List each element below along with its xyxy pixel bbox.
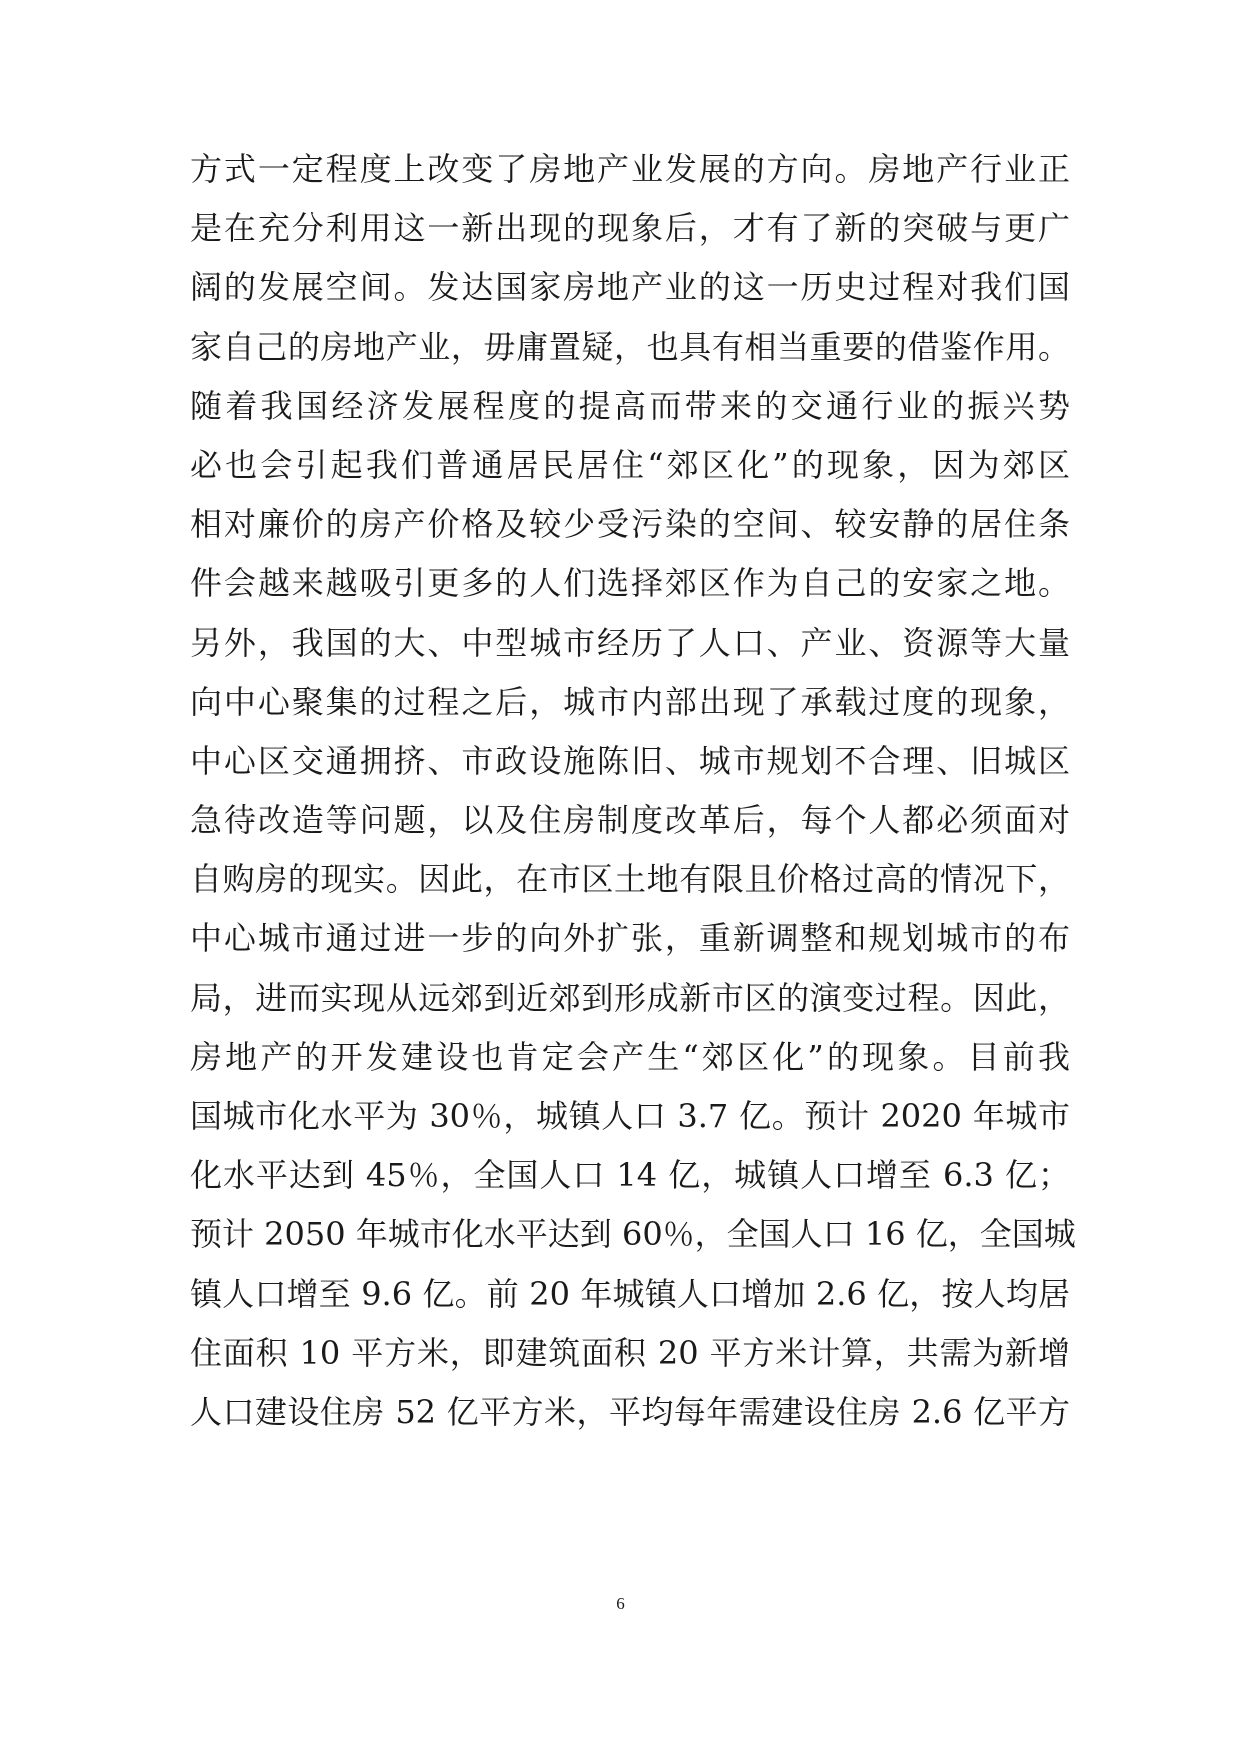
text-line: 中心区交通拥挤、市政设施陈旧、城市规划不合理、旧城区 (190, 741, 1070, 780)
text-line: 自购房的现实。因此，在市区土地有限且价格过高的情况下， (190, 860, 1070, 899)
text-line: 人口建设住房 52 亿平方米，平均每年需建设住房 2.6 亿平方 (190, 1392, 1070, 1431)
text-line: 急待改造等问题，以及住房制度改革后，每个人都必须面对 (190, 801, 1070, 840)
text-line: 件会越来越吸引更多的人们选择郊区作为自己的安家之地。 (190, 564, 1070, 603)
text-line: 另外，我国的大、中型城市经历了人口、产业、资源等大量 (190, 623, 1070, 662)
text-line: 局，进而实现从远郊到近郊到形成新市区的演变过程。因此， (190, 978, 1070, 1017)
body-text (190, 140, 1076, 1442)
page-number: 6 (616, 1594, 625, 1613)
text-line: 向中心聚集的过程之后，城市内部出现了承载过度的现象， (190, 682, 1070, 721)
text-line: 家自己的房地产业，毋庸置疑，也具有相当重要的借鉴作用。 (190, 327, 1070, 366)
text-line: 必也会引起我们普通居民居住“郊区化”的现象，因为郊区 (190, 445, 1070, 484)
text-line: 国城市化水平为 30％，城镇人口 3.7 亿。预计 2020 年城市 (190, 1097, 1070, 1135)
text-line: 化水平达到 45％，全国人口 14 亿，城镇人口增至 6.3 亿； (190, 1156, 1070, 1195)
text-line: 随着我国经济发展程度的提高而带来的交通行业的振兴势 (190, 386, 1070, 425)
text-line: 房地产的开发建设也肯定会产生“郊区化”的现象。目前我 (190, 1037, 1070, 1076)
text-line: 中心城市通过进一步的向外扩张，重新调整和规划城市的布 (190, 919, 1070, 958)
text-line: 是在充分利用这一新出现的现象后，才有了新的突破与更广 (190, 209, 1070, 248)
text-line: 预计 2050 年城市化水平达到 60％，全国人口 16 亿，全国城 (190, 1215, 1076, 1254)
text-line: 相对廉价的房产价格及较少受污染的空间、较安静的居住条 (190, 505, 1070, 544)
text-line: 住面积 10 平方米，即建筑面积 20 平方米计算，共需为新增 (190, 1333, 1070, 1372)
text-line: 阔的发展空间。发达国家房地产业的这一历史过程对我们国 (190, 268, 1070, 307)
text-line: 方式一定程度上改变了房地产业发展的方向。房地产行业正 (190, 150, 1070, 188)
text-line: 镇人口增至 9.6 亿。前 20 年城镇人口增加 2.6 亿，按人均居 (190, 1274, 1070, 1313)
